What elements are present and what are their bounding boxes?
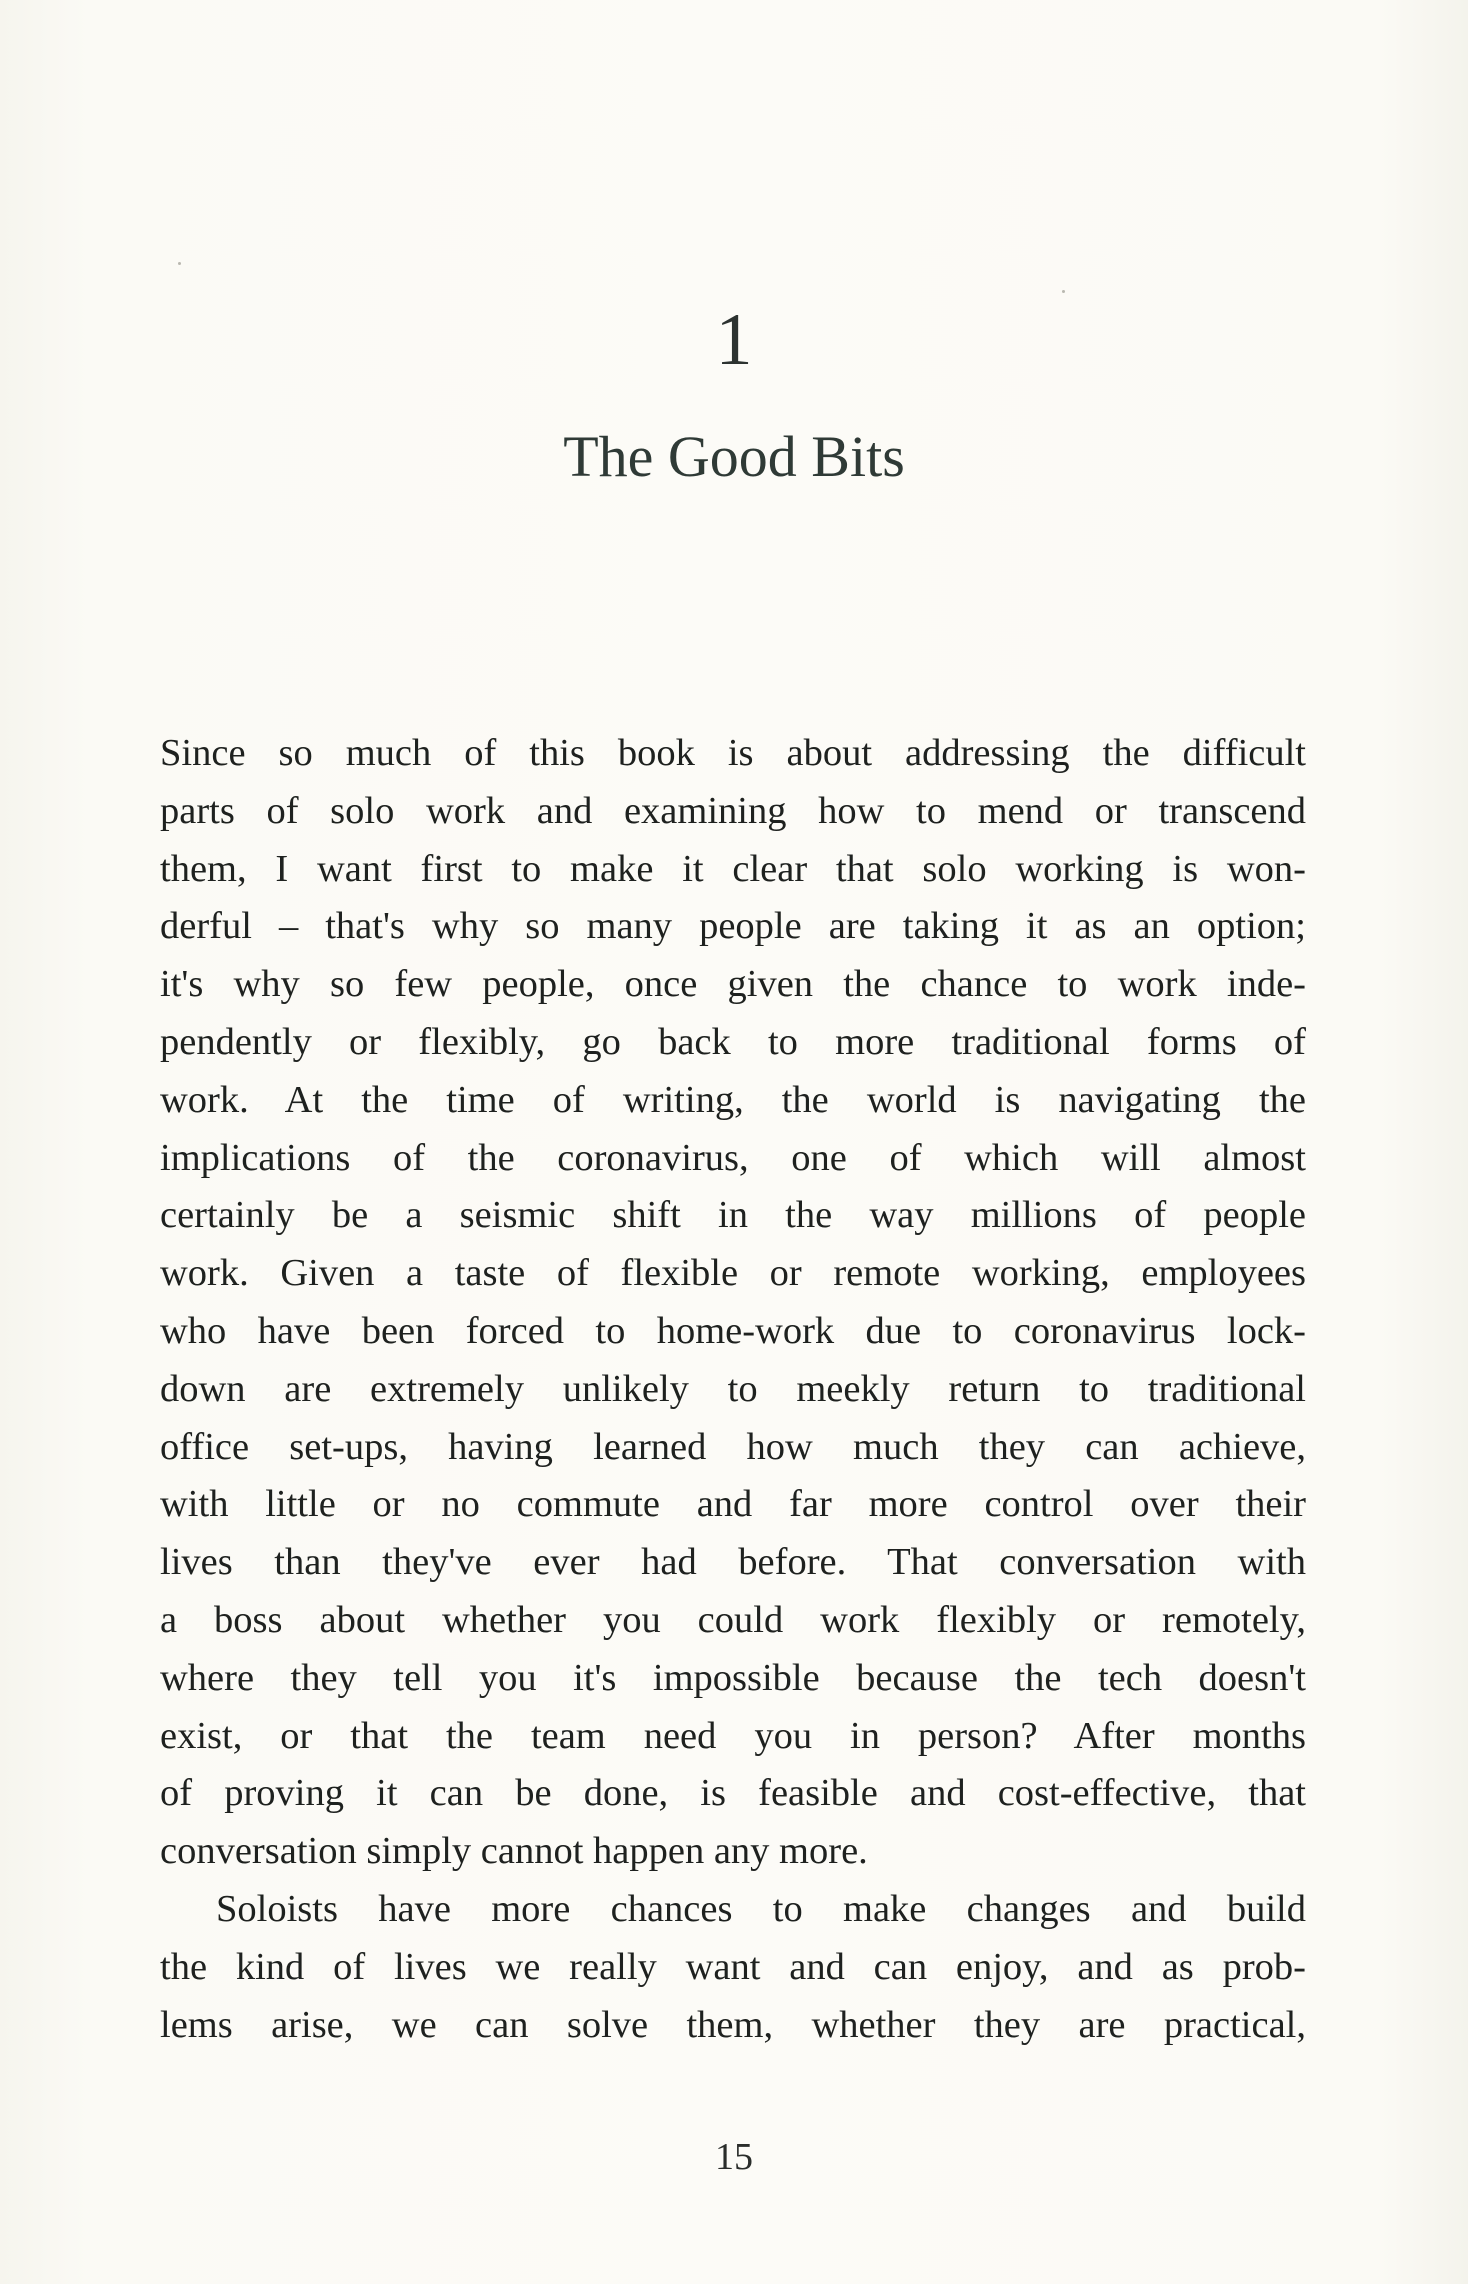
text-line: certainly be a seismic shift in the way millions of people: [160, 1194, 1306, 1237]
text-line: office set-ups, having learned how much they can achieve,: [160, 1425, 1306, 1468]
text-line: conversation simply cannot happen any more.: [160, 1830, 868, 1873]
text-line: Since so much of this book is about addressing the difficult: [160, 732, 1306, 774]
text-line: exist, or that the team need you in person? After months: [160, 1714, 1306, 1757]
paragraph-1: [160, 725, 1306, 1881]
text-line: work. At the time of writing, the world is navigating the: [160, 1078, 1306, 1121]
text-line: implications of the coronavirus, one of which will almost: [160, 1136, 1306, 1179]
text-line: parts of solo work and examining how to mend or transcend: [160, 789, 1306, 832]
text-line: a boss about whether you could work flexibly or remotely,: [160, 1598, 1306, 1641]
page-number: 15: [715, 2136, 753, 2178]
text-line: where they tell you it's impossible because the tech doesn't: [160, 1656, 1306, 1699]
text-line: derful – that's why so many people are taking it as an option;: [160, 905, 1306, 948]
text-line: who have been forced to home-work due to coronavirus lock-: [160, 1309, 1306, 1352]
body-text: [160, 725, 1306, 2054]
paper-speck: [1062, 290, 1065, 293]
text-line: it's why so few people, once given the chance to work inde-: [160, 963, 1306, 1006]
text-line: lems arise, we can solve them, whether they are practical,: [160, 2003, 1306, 2046]
paragraph-2: [160, 1881, 1306, 2054]
text-line: Soloists have more chances to make changes and build: [216, 1887, 1306, 1930]
text-line: pendently or flexibly, go back to more traditional forms of: [160, 1020, 1306, 1063]
text-line: with little or no commute and far more control over their: [160, 1483, 1306, 1526]
text-line: lives than they've ever had before. That conversation with: [160, 1541, 1306, 1584]
chapter-title: The Good Bits: [563, 424, 905, 489]
paper-speck: [178, 262, 181, 265]
chapter-number: 1: [715, 299, 753, 381]
text-line: of proving it can be done, is feasible and cost-effective, that: [160, 1772, 1306, 1815]
text-line: the kind of lives we really want and can enjoy, and as prob-: [160, 1945, 1306, 1988]
text-line: down are extremely unlikely to meekly return to traditional: [160, 1367, 1306, 1410]
text-line: them, I want first to make it clear that solo working is won-: [160, 847, 1306, 890]
text-line: work. Given a taste of flexible or remote working, employees: [160, 1252, 1306, 1295]
